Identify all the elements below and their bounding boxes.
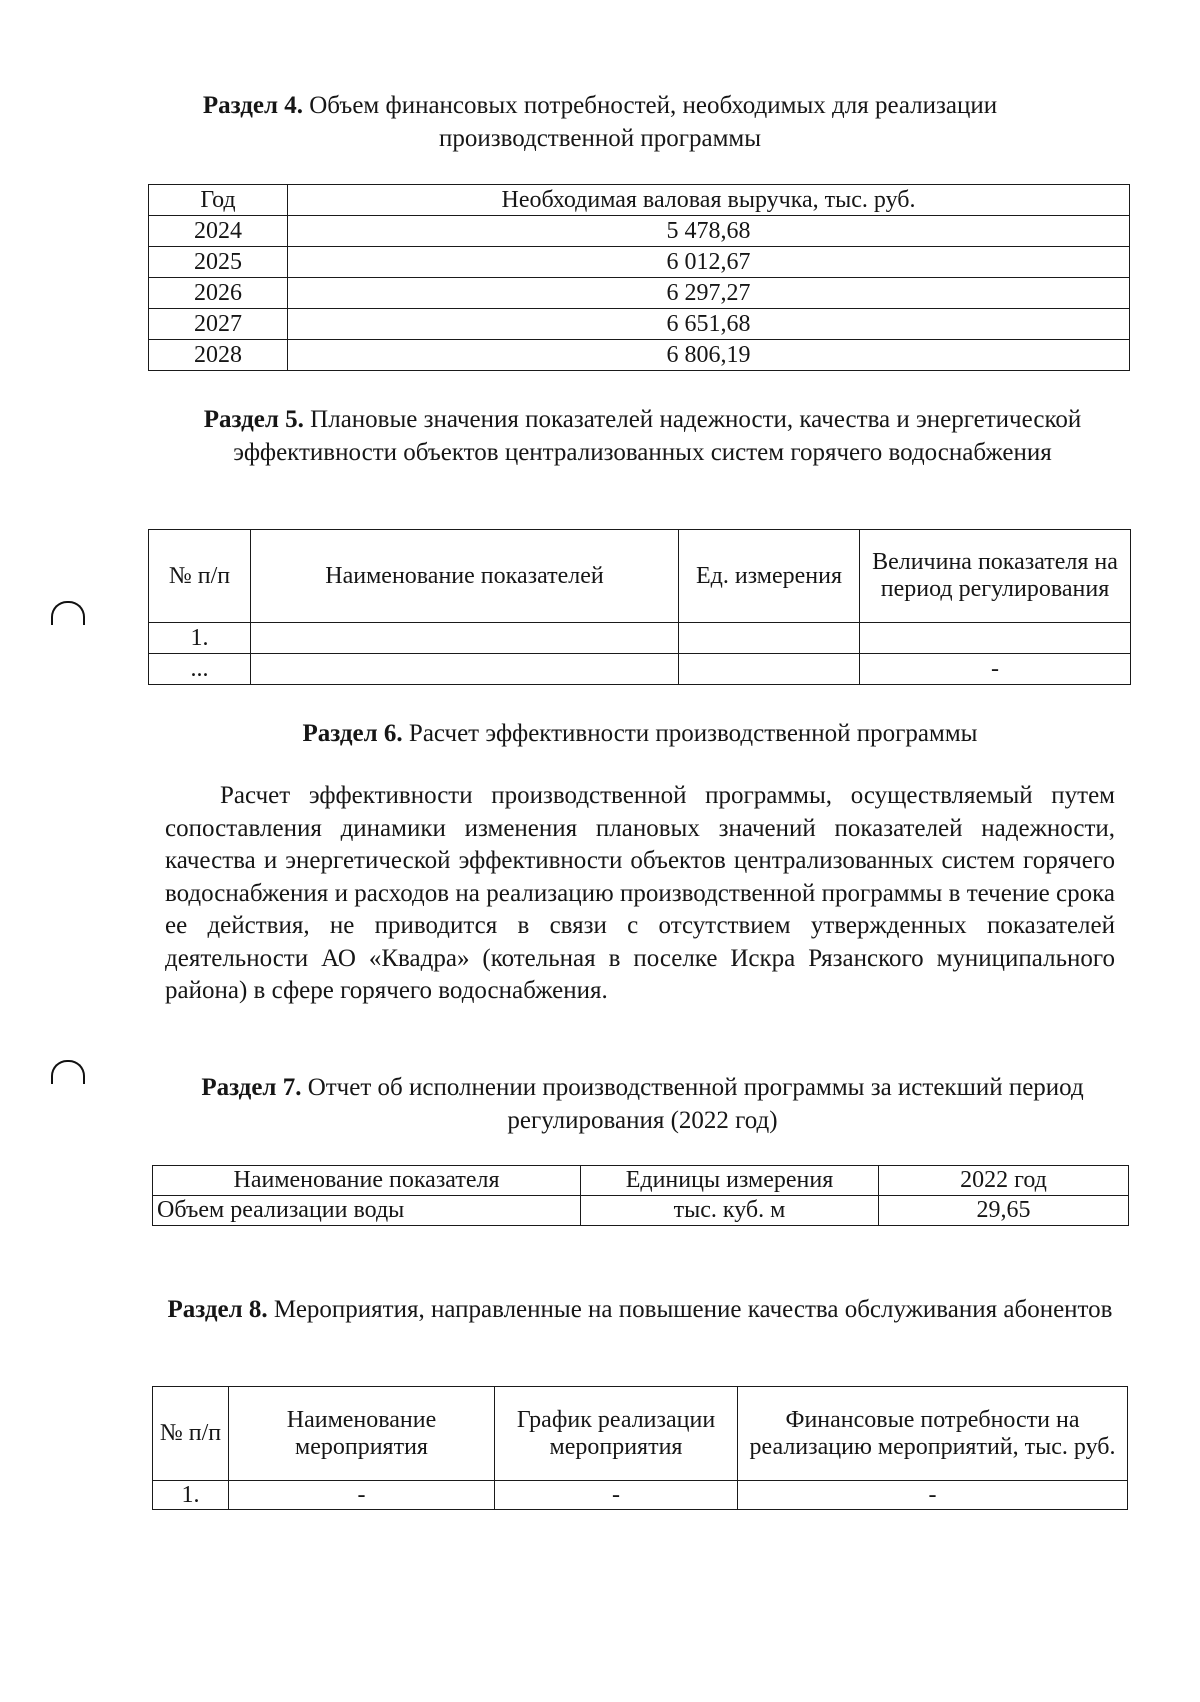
- section-8-label: Раздел 8.: [167, 1296, 268, 1323]
- revenue-cell: 6 012,67: [288, 247, 1130, 278]
- column-header: Необходимая валовая выручка, тыс. руб.: [288, 185, 1130, 216]
- section-7-table: [152, 1165, 1129, 1226]
- revenue-cell: 6 651,68: [288, 309, 1130, 340]
- number-cell: 1.: [149, 623, 251, 654]
- section-4-heading: [175, 89, 1025, 155]
- year-cell: 2024: [149, 216, 288, 247]
- table-header-row: [149, 530, 1131, 623]
- number-cell: 1.: [153, 1481, 229, 1510]
- column-header: Ед. измерения: [679, 530, 860, 623]
- section-5-label: Раздел 5.: [203, 406, 304, 433]
- table-header-row: [153, 1166, 1129, 1196]
- column-header: Наименование показателя: [153, 1166, 581, 1196]
- section-5-heading: [165, 403, 1120, 469]
- revenue-cell: 6 297,27: [288, 278, 1130, 309]
- value-cell: 29,65: [879, 1196, 1129, 1226]
- column-header: 2022 год: [879, 1166, 1129, 1196]
- section-7-label: Раздел 7.: [201, 1074, 302, 1101]
- schedule-cell: -: [495, 1481, 738, 1510]
- revenue-cell: 6 806,19: [288, 340, 1130, 371]
- name-cell: [251, 623, 679, 654]
- indicator-cell: Объем реализации воды: [153, 1196, 581, 1226]
- binder-hole-mark: [51, 601, 85, 625]
- table-row: [149, 247, 1130, 278]
- column-header: Год: [149, 185, 288, 216]
- column-header: Единицы измерения: [581, 1166, 879, 1196]
- value-cell: -: [860, 654, 1131, 685]
- column-header: График реализации мероприятия: [495, 1387, 738, 1481]
- section-7-heading: [175, 1071, 1110, 1137]
- number-cell: ...: [149, 654, 251, 685]
- unit-cell: тыс. куб. м: [581, 1196, 879, 1226]
- column-header: № п/п: [153, 1387, 229, 1481]
- section-6-paragraph: [165, 780, 1115, 1008]
- section-6-title: Расчет эффективности производственной программы: [408, 720, 978, 747]
- column-header: Наименование показателей: [251, 530, 679, 623]
- name-cell: [251, 654, 679, 685]
- table-header-row: [153, 1387, 1128, 1481]
- table-row: [149, 216, 1130, 247]
- unit-cell: [679, 623, 860, 654]
- revenue-cell: 5 478,68: [288, 216, 1130, 247]
- column-header: Наименование мероприятия: [229, 1387, 495, 1481]
- section-5-title: Плановые значения показателей надежности, качества и энергетической эффективности объектов централизованных систем горячего водоснабжения: [233, 406, 1082, 466]
- table-header-row: [149, 185, 1130, 216]
- binder-hole-mark: [51, 1060, 85, 1084]
- year-cell: 2026: [149, 278, 288, 309]
- value-cell: [860, 623, 1131, 654]
- section-6-heading: [165, 717, 1115, 750]
- table-row: [149, 654, 1131, 685]
- year-cell: 2027: [149, 309, 288, 340]
- year-cell: 2025: [149, 247, 288, 278]
- section-7-title: Отчет об исполнении производственной программы за истекший период регулирования (2022 год): [307, 1074, 1084, 1134]
- section-4-table: [148, 184, 1130, 371]
- section-4-label: Раздел 4.: [202, 92, 303, 119]
- section-5-table: [148, 529, 1131, 685]
- name-cell: -: [229, 1481, 495, 1510]
- table-row: [149, 278, 1130, 309]
- section-6-label: Раздел 6.: [302, 720, 403, 747]
- section-6-text: Расчет эффективности производственной программы, осуществляемый путем сопоставления динамики изменения плановых значений показателей надежности, качества и энергетической эффективности объектов централизованных систем горячего водоснабжения и расходов на реализацию производственной программы в течение срока ее действия, не приводится в связи с отсутствием утвержденных показателей деятельности АО «Квадра» (котельная в поселке Искра Рязанского муниципального района) в сфере горячего водоснабжения.: [165, 782, 1115, 1004]
- finance-cell: -: [738, 1481, 1128, 1510]
- section-4-title: Объем финансовых потребностей, необходимых для реализации производственной программы: [309, 92, 998, 152]
- table-row: [153, 1196, 1129, 1226]
- column-header: № п/п: [149, 530, 251, 623]
- table-row: [149, 309, 1130, 340]
- section-8-table: [152, 1386, 1128, 1510]
- unit-cell: [679, 654, 860, 685]
- section-8-title: Мероприятия, направленные на повышение качества обслуживания абонентов: [273, 1296, 1113, 1323]
- section-8-heading: [160, 1293, 1120, 1326]
- table-row: [149, 340, 1130, 371]
- column-header: Величина показателя на период регулирования: [860, 530, 1131, 623]
- table-row: [149, 623, 1131, 654]
- year-cell: 2028: [149, 340, 288, 371]
- table-row: [153, 1481, 1128, 1510]
- column-header: Финансовые потребности на реализацию мероприятий, тыс. руб.: [738, 1387, 1128, 1481]
